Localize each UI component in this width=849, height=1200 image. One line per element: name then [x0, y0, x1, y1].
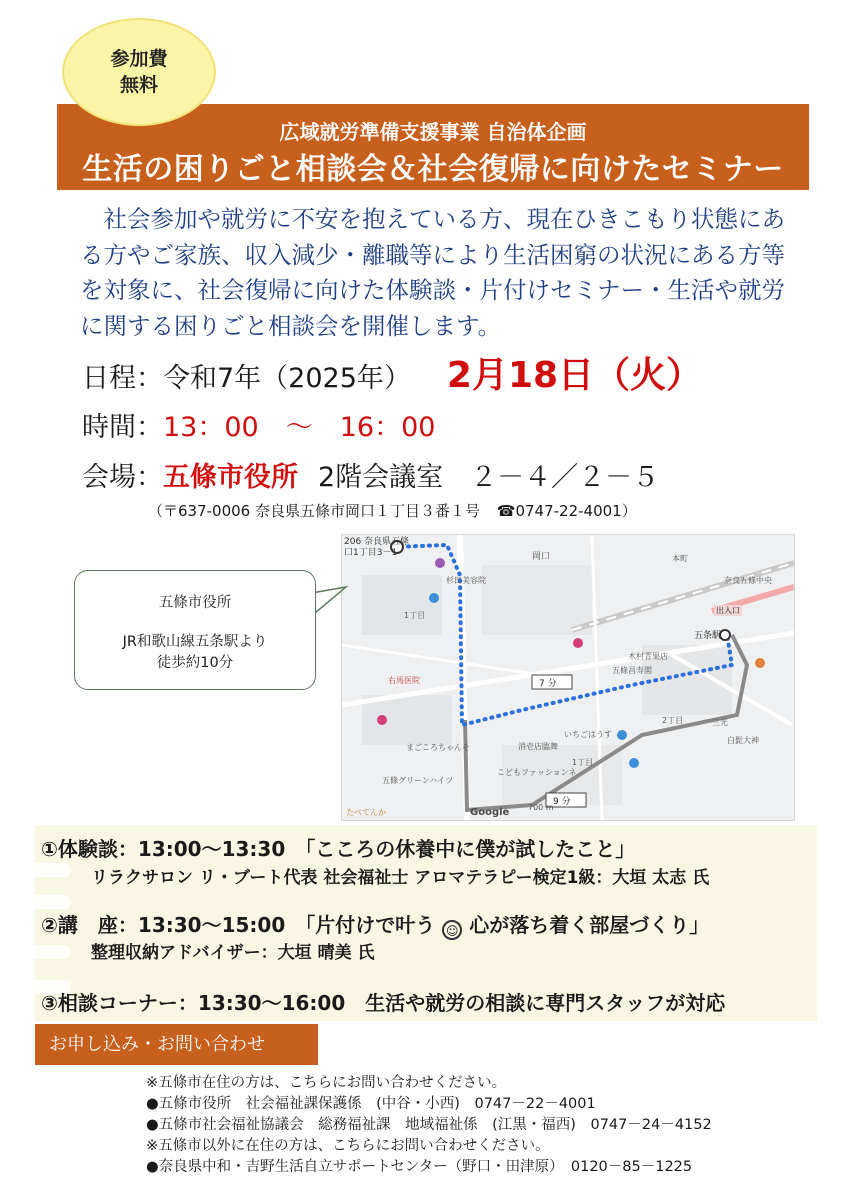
- phone-icon: ☎: [496, 502, 516, 520]
- date-row: [82, 347, 702, 398]
- map-label-15: 1丁目: [572, 758, 594, 767]
- venue-label: 会場：: [82, 462, 163, 493]
- callout-line2: JR和歌山線五条駅より: [122, 634, 268, 650]
- map-exit: 出入口: [716, 606, 740, 615]
- map-label-0: 杉田美容院: [446, 576, 486, 585]
- contact-note-2: ※五條市以外に在住の方は、こちらにお問い合わせください。: [146, 1138, 550, 1154]
- venue-name: 五條市役所: [163, 462, 298, 493]
- route-map[interactable]: [341, 534, 795, 821]
- program-item-2-heading-a: ②講 座：13:30～15:00 「片付けで叶う: [41, 913, 436, 937]
- program-item-1-speaker: リラクサロン リ・ブート代表 社会福祉士 アロマテラピー検定1級：大垣 太志 氏: [91, 868, 710, 888]
- contact-line-1: ●五條市役所 社会福祉課保護係 (中谷・小西) 0747－22－4001: [146, 1096, 596, 1112]
- map-label-5: こどもファッションネ: [497, 768, 577, 777]
- map-label-1: 1丁目: [404, 611, 426, 620]
- callout-line1: 五條市役所: [158, 595, 232, 611]
- map-google-logo: Google: [470, 807, 510, 818]
- map-label-2: 右馬医院: [388, 676, 420, 685]
- venue-room: 2階会議室 ２－４／２－５: [318, 462, 660, 493]
- banner-subtitle: 広域就労準備支援事業 自治体企画: [279, 120, 587, 144]
- decor-stripe: [35, 945, 71, 959]
- program-item-2-heading: [41, 909, 709, 940]
- map-label-okaguchi: 岡口: [532, 552, 551, 562]
- map-label-10: 木村青果店: [628, 652, 668, 661]
- contact-line-2: ●五條市社会福祉協議会 総務福祉課 地域福祉係 (江黒・福西) 0747－24－4152: [146, 1117, 712, 1133]
- contact-line-3: ●奈良県中和・吉野生活自立サポートセンター（野口・田津原） 0120－85－1225: [146, 1159, 693, 1175]
- date-value: 令和7年（2025年）: [163, 363, 411, 394]
- map-station: 五条駅: [694, 631, 722, 641]
- map-label-3: いちごはうす: [564, 730, 612, 739]
- map-label-8: たべてんか: [346, 808, 386, 817]
- callout-box: [74, 570, 316, 690]
- map-label-14: 2丁目: [662, 716, 684, 725]
- program-item-2-heading-b: 心が落ち着く部屋づくり」: [469, 913, 710, 937]
- address-text: （〒637-0006 奈良県五條市岡口１丁目３番１号: [148, 502, 480, 520]
- walk-time-2: 9 分: [553, 797, 571, 807]
- free-admission-badge: [62, 18, 216, 126]
- map-label-9: 本町: [672, 554, 688, 563]
- address-row: [148, 500, 637, 521]
- time-row: [82, 405, 435, 444]
- program-item-3-heading: ③相談コーナー：13:30～16:00 生活や就労の相談に専門スタッフが対応: [41, 991, 726, 1015]
- map-label-11: 奈良五條中央: [724, 576, 772, 585]
- time-value: 13：00 ～ 16：00: [163, 412, 436, 443]
- time-label: 時間：: [82, 412, 163, 443]
- date-label: 日程：: [82, 363, 163, 394]
- smiley-icon: ☺: [442, 920, 462, 940]
- banner-title: 生活の困りごと相談会＆社会復帰に向けたセミナー: [82, 152, 784, 187]
- program-item-1-heading: ①体験談：13:00～13:30 「こころの休養中に僕が試したこと」: [41, 837, 636, 861]
- map-label-16: 白髭大神: [727, 736, 759, 745]
- program-section: [35, 825, 817, 1021]
- date-highlight: 2月18日（火）: [446, 355, 703, 396]
- phone-number: 0747-22-4001）: [515, 502, 637, 520]
- map-label-7: 五條グリーンハイツ: [382, 776, 454, 785]
- badge-line1: 参加費: [110, 48, 168, 70]
- decor-stripe: [35, 895, 71, 909]
- intro-paragraph: 社会参加や就労に不安を抱えている方、現在ひきこもり状態にある方やご家族、収入減少・離職等により生活困窮の状況にある方等を対象に、社会復帰に向けた体験談・片付けセミナー・生活や就労に関する困りごと相談会を開催します。: [80, 205, 785, 340]
- walk-time-1: 7 分: [539, 679, 557, 689]
- program-item-2-speaker: 整理収納アドバイザー：大垣 晴美 氏: [91, 943, 375, 963]
- map-label-13: 三光: [712, 718, 728, 727]
- map-distance: 700 m: [528, 803, 554, 812]
- venue-row: [82, 455, 659, 494]
- contact-heading: お申し込み・お問い合わせ: [35, 1024, 318, 1065]
- map-label-4: 消壱店臨舞: [518, 742, 558, 751]
- map-label-12: 五條昌寿閣: [612, 666, 652, 675]
- badge-line2: 無料: [119, 74, 158, 96]
- decor-stripe: [35, 863, 71, 877]
- map-pin-label-1: 206 奈良県五條: [344, 537, 410, 547]
- map-label-6: まごころちゃんそ: [406, 743, 470, 752]
- contact-note-1: ※五條市在住の方は、こちらにお問い合わせください。: [146, 1075, 507, 1091]
- map-pin-label-2: 口1丁目3－1: [344, 548, 398, 558]
- callout-line3: 徒歩約10分: [156, 655, 234, 671]
- map-pin-label: [344, 537, 409, 559]
